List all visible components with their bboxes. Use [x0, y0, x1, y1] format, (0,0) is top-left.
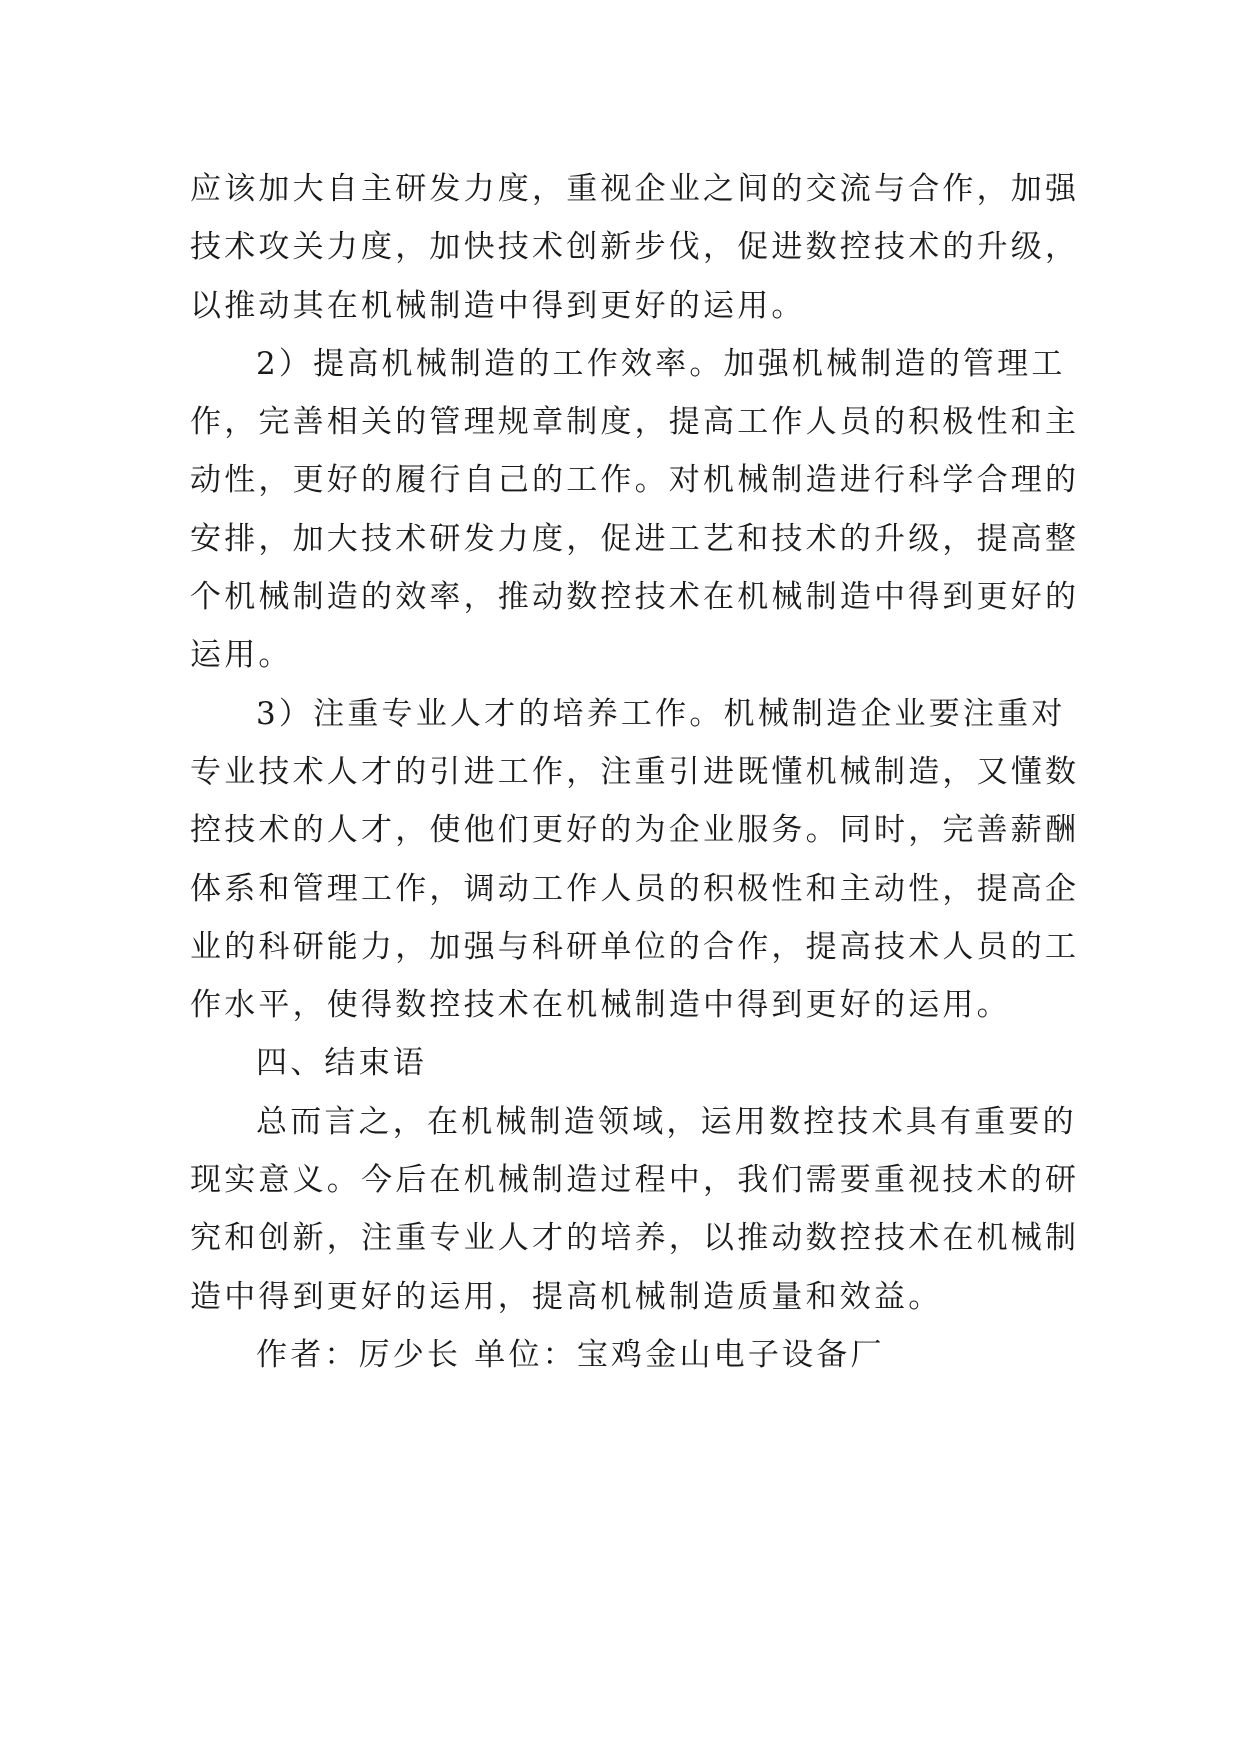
text-line: 造中得到更好的运用，提高机械制造质量和效益。 [190, 1278, 943, 1315]
text-line: 技术攻关力度，加快技术创新步伐，促进数控技术的升级， [190, 229, 1080, 266]
text-line: 运用。 [190, 637, 293, 674]
paragraph-point-2 [190, 335, 1080, 685]
text-line: 3）注重专业人才的培养工作。机械制造企业要注重对 [256, 695, 1066, 732]
body-text [190, 160, 1080, 1384]
text-line: 作水平，使得数控技术在机械制造中得到更好的运用。 [190, 987, 1011, 1024]
text-line: 个机械制造的效率，推动数控技术在机械制造中得到更好的 [190, 579, 1080, 616]
paragraph-conclusion [190, 1093, 1080, 1326]
paragraph-point-3 [190, 685, 1080, 1035]
text-line: 安排，加大技术研发力度，促进工艺和技术的升级，提高整 [190, 520, 1080, 557]
text-line: 2）提高机械制造的工作效率。加强机械制造的管理工 [256, 345, 1066, 382]
section-heading-conclusion [190, 1034, 1058, 1092]
text-line: 现实意义。今后在机械制造过程中，我们需要重视技术的研 [190, 1162, 1080, 1199]
section-heading: 四、结束语 [256, 1045, 427, 1082]
text-line: 究和创新，注重专业人才的培养，以推动数控技术在机械制 [190, 1220, 1080, 1257]
text-line: 业的科研能力，加强与科研单位的合作，提高技术人员的工 [190, 928, 1080, 965]
paragraph-continuation [190, 160, 1080, 335]
text-line: 以推动其在机械制造中得到更好的运用。 [190, 287, 806, 324]
author-info [190, 1326, 1058, 1384]
text-line: 控技术的人才，使他们更好的为企业服务。同时，完善薪酬 [190, 812, 1080, 849]
text-line: 应该加大自主研发力度，重视企业之间的交流与合作，加强 [190, 171, 1080, 207]
text-line: 专业技术人才的引进工作，注重引进既懂机械制造，又懂数 [190, 753, 1080, 790]
text-line: 体系和管理工作，调动工作人员的积极性和主动性，提高企 [190, 870, 1080, 907]
author-line: 作者：厉少长 单位：宝鸡金山电子设备厂 [256, 1336, 885, 1373]
text-line: 动性，更好的履行自己的工作。对机械制造进行科学合理的 [190, 462, 1080, 499]
text-line: 总而言之，在机械制造领域，运用数控技术具有重要的 [256, 1103, 1077, 1140]
text-line: 作，完善相关的管理规章制度，提高工作人员的积极性和主 [190, 404, 1080, 441]
